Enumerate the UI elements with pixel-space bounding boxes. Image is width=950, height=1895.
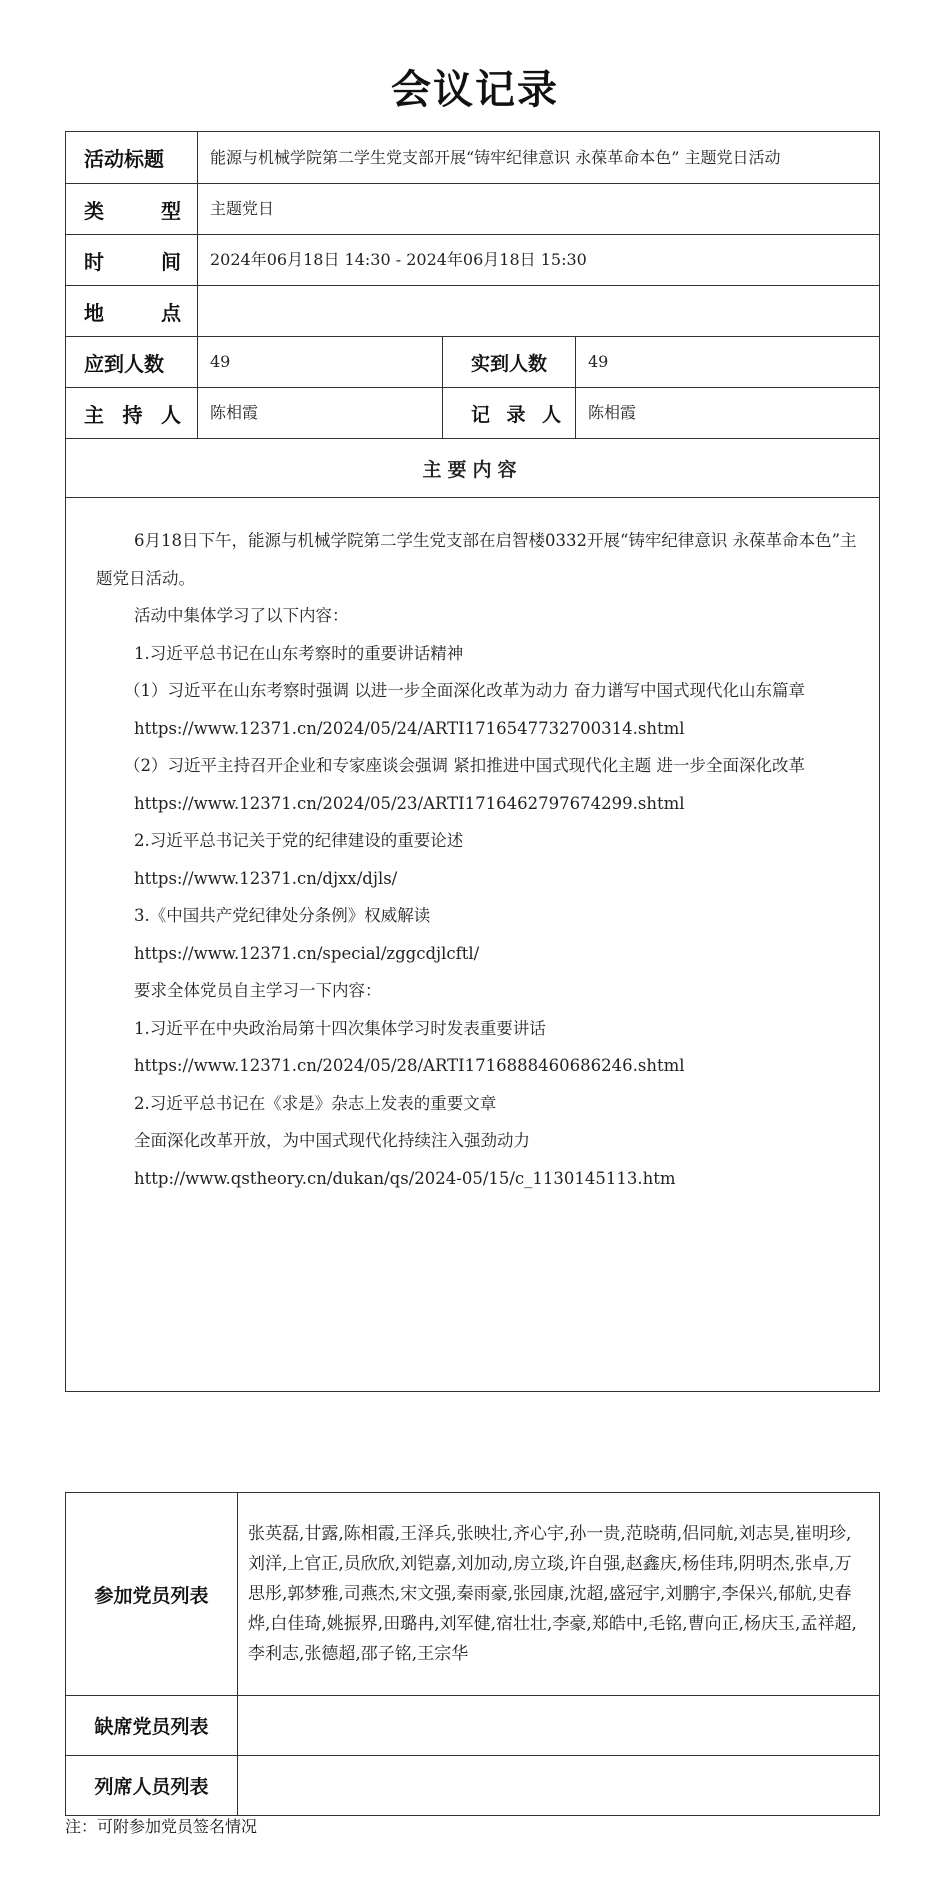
content-paragraph: 活动中集体学习了以下内容：: [134, 606, 349, 625]
type-label-char-1: 类: [84, 198, 104, 223]
time-value: 2024年06月18日 14:30 - 2024年06月18日 15:30: [198, 235, 880, 286]
content-link[interactable]: http://www.qstheory.cn/dukan/qs/2024-05/15/c_1130145113.htm: [134, 1168, 676, 1188]
recorder-value: 陈相霞: [576, 388, 880, 439]
observer-members-value: [238, 1756, 880, 1816]
row-attending-members: [66, 1493, 880, 1696]
row-type: [66, 184, 880, 235]
content-paragraph: 1.习近平在中央政治局第十四次集体学习时发表重要讲话: [134, 1018, 546, 1038]
content-paragraph: 2.习近平总书记在《求是》杂志上发表的重要文章: [134, 1093, 497, 1113]
recorder-label-char-2: 录: [506, 403, 526, 426]
actual-count-value: 49: [576, 337, 880, 388]
meeting-info-table: [65, 131, 880, 1392]
row-observer-members: [66, 1756, 880, 1816]
time-label-char-2: 间: [161, 249, 181, 274]
place-value: [198, 286, 880, 337]
place-label: [66, 286, 198, 337]
host-label-char-3: 人: [161, 402, 181, 427]
recorder-label: [443, 388, 576, 439]
type-value: 主题党日: [198, 184, 880, 235]
row-main-content-header: [66, 439, 880, 498]
content-paragraph: 6月18日下午，能源与机械学院第二学生党支部在启智楼0332开展“铸牢纪律意识 永葆革命本色”主题党日活动。: [96, 531, 857, 588]
content-link[interactable]: https://www.12371.cn/special/zggcdjlcftl/: [134, 943, 480, 963]
content-link[interactable]: https://www.12371.cn/2024/05/28/ARTI1716888460686246.shtml: [134, 1056, 685, 1075]
member-list-table: [65, 1492, 880, 1816]
footnote: 注：可附参加党员签名情况: [65, 1817, 258, 1836]
content-paragraph: 3.《中国共产党纪律处分条例》权威解读: [134, 906, 431, 925]
host-label-char-2: 持: [122, 402, 143, 427]
host-value: 陈相霞: [198, 388, 443, 439]
main-content-body: [66, 498, 880, 1392]
host-label: [66, 388, 198, 439]
row-time: [66, 235, 880, 286]
content-link[interactable]: https://www.12371.cn/2024/05/24/ARTI1716547732700314.shtml: [134, 718, 685, 738]
absent-members-label: 缺席党员列表: [66, 1696, 238, 1756]
absent-members-value: [238, 1696, 880, 1756]
content-paragraph: 2.习近平总书记关于党的纪律建设的重要论述: [134, 831, 464, 850]
recorder-label-char-3: 人: [541, 403, 561, 426]
expected-count-label: 应到人数: [66, 337, 198, 388]
type-label: [66, 184, 198, 235]
row-host-recorder: [66, 388, 880, 439]
content-link[interactable]: https://www.12371.cn/2024/05/23/ARTI1716462797674299.shtml: [134, 793, 685, 813]
place-label-char-2: 点: [161, 300, 181, 325]
content-paragraph: 1.习近平总书记在山东考察时的重要讲话精神: [134, 643, 464, 663]
activity-title-label: 活动标题: [66, 132, 198, 184]
activity-title-value: 能源与机械学院第二学生党支部开展“铸牢纪律意识 永葆革命本色” 主题党日活动: [198, 132, 880, 184]
host-label-char-1: 主: [84, 402, 104, 427]
attending-members-label: 参加党员列表: [66, 1493, 238, 1696]
content-paragraph: 全面深化改革开放，为中国式现代化持续注入强劲动力: [134, 1131, 530, 1150]
row-main-content: [66, 498, 880, 1392]
row-place: [66, 286, 880, 337]
actual-count-label: 实到人数: [443, 337, 576, 388]
recorder-label-char-1: 记: [471, 403, 491, 426]
place-label-char-1: 地: [84, 300, 104, 325]
type-label-char-2: 型: [161, 198, 181, 223]
main-content-header: 主要内容: [66, 439, 880, 498]
row-activity-title: [66, 132, 880, 184]
observer-members-label: 列席人员列表: [66, 1756, 238, 1816]
row-absent-members: [66, 1696, 880, 1756]
content-paragraph: 要求全体党员自主学习一下内容：: [134, 981, 382, 1000]
content-link[interactable]: https://www.12371.cn/djxx/djls/: [134, 868, 398, 888]
time-label: [66, 235, 198, 286]
content-paragraph: （2）习近平主持召开企业和专家座谈会强调 紧扣推进中国式现代化主题 进一步全面深化改革: [124, 756, 805, 775]
expected-count-value: 49: [198, 337, 443, 388]
content-paragraph: （1）习近平在山东考察时强调 以进一步全面深化改革为动力 奋力谱写中国式现代化山东篇章: [124, 681, 805, 700]
attending-members-value: 张英磊,甘露,陈相霞,王泽兵,张映壮,齐心宇,孙一贵,范晓萌,侣同航,刘志昊,崔明珍,刘洋,上官正,员欣欣,刘铠嘉,刘加动,房立琰,许自强,赵鑫庆,杨佳玮,阴明杰,张卓,万思彤,郭梦雅,司燕杰,宋文强,秦雨豪,张园康,沈超,盛冠宇,刘鹏宇,李保兴,郁航,史春烨,白佳琦,姚振界,田璐冉,刘军健,宿壮壮,李豪,郑皓中,毛铭,曹向正,杨庆玉,孟祥超,李利志,张德超,邵子铭,王宗华: [238, 1493, 880, 1696]
page-title: 会议记录: [391, 67, 559, 113]
time-label-char-1: 时: [84, 249, 104, 274]
row-attendance-count: [66, 337, 880, 388]
